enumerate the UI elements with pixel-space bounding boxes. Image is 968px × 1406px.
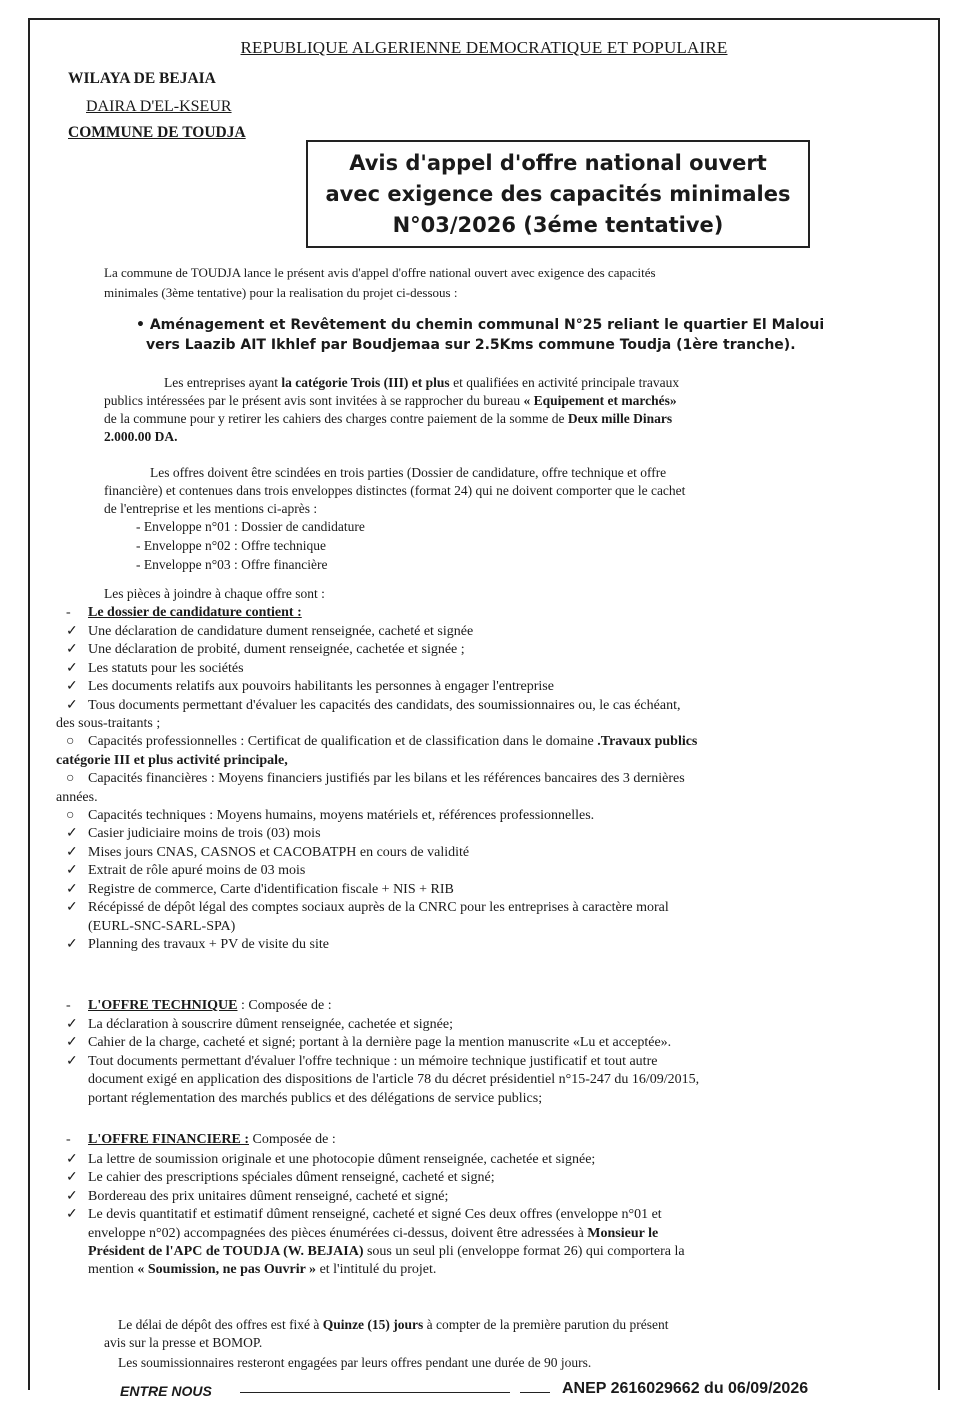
- sous-traitants-line: des sous-traitants ;: [56, 716, 161, 732]
- financiere-heading: - L'OFFRE FINANCIERE : Composée de :: [66, 1132, 336, 1147]
- check-icon: ✓: [66, 1017, 78, 1032]
- commune-label: COMMUNE DE TOUDJA: [68, 124, 246, 141]
- p2-line-4: 2.000.00 DA.: [104, 429, 178, 444]
- checklist-item: ✓ Cahier de la charge, cacheté et signé; portant à la dernière page la mention manuscrite «Lu et acceptée».: [66, 1034, 916, 1052]
- p2-line-1: Les entreprises ayant la catégorie Trois (III) et plus et qualifiées en activité principale travaux: [164, 375, 680, 390]
- checklist-item: ✓ Récépissé de dépôt légal des comptes sociaux auprès de la CNRC pour les entreprises à caractère moral: [66, 899, 916, 917]
- p3-line-2: financière) et contenues dans trois enveloppes distinctes (format 24) qui ne doivent comporter que le cachet: [104, 483, 686, 498]
- intro-line-2: minimales (3ème tentative) pour la realisation du projet ci-dessous :: [104, 285, 458, 300]
- footer-entre-nous: ENTRE NOUS: [120, 1383, 212, 1399]
- check-icon: ✓: [66, 844, 78, 860]
- checklist-item: ✓ Les documents relatifs aux pouvoirs habilitants les personnes à engager l'entreprise: [66, 678, 916, 696]
- delai-line-3: Les soumissionnaires resteront engagées par leurs offres pendant une durée de 90 jours.: [118, 1355, 592, 1370]
- delai-line-2: avis sur la presse et BOMOP.: [104, 1335, 263, 1350]
- dossier-items: [56, 623, 916, 954]
- check-icon: ✓: [66, 1207, 78, 1223]
- check-icon: ✓: [66, 697, 78, 713]
- checklist-item: ✓ Une déclaration de candidature dument renseignée, cacheté et signée: [66, 623, 916, 641]
- check-icon: ✓: [66, 1152, 78, 1167]
- checklist-item: ✓ Une déclaration de probité, dument renseignée, cachetée et signée ;: [66, 641, 916, 659]
- enveloppe-3: - Enveloppe n°03 : Offre financière: [136, 557, 328, 572]
- checklist-item: ✓ La déclaration à souscrire dûment renseignée, cachetée et signée;: [66, 1016, 916, 1034]
- eurl-line: (EURL-SNC-SARL-SPA): [88, 918, 236, 934]
- financiere-items: [66, 1151, 916, 1280]
- financiere-cont-3: mention « Soumission, ne pas Ouvrir » et l'intitulé du projet.: [88, 1262, 437, 1278]
- pieces-intro: Les pièces à joindre à chaque offre sont :: [104, 586, 325, 601]
- footer-anep-reference: ANEP 2616029662 du 06/09/2026: [562, 1380, 809, 1397]
- check-icon: ✓: [66, 863, 78, 879]
- check-icon: ✓: [66, 900, 78, 916]
- check-icon: ✓: [66, 1170, 78, 1186]
- check-icon: ✓: [66, 1053, 78, 1069]
- check-icon: ✓: [66, 1188, 78, 1204]
- technique-heading: - L'OFFRE TECHNIQUE : Composée de :: [66, 998, 332, 1013]
- title-box: [306, 140, 810, 248]
- republic-heading: REPUBLIQUE ALGERIENNE DEMOCRATIQUE ET POPULAIRE: [240, 38, 728, 57]
- circle-bullet-icon: ○: [66, 771, 75, 787]
- projet-line-2: vers Laazib AIT Ikhlef par Boudjemaa sur 2.5Kms commune Toudja (1ère tranche).: [146, 337, 796, 353]
- check-icon: ✓: [66, 679, 78, 695]
- daira-label: DAIRA D'EL-KSEUR: [86, 98, 232, 115]
- p2-line-2: publics intéressées par le présent avis sont invitées à se rapprocher du bureau « Equipement et marchés»: [104, 393, 677, 408]
- enveloppe-1: - Enveloppe n°01 : Dossier de candidature: [136, 519, 365, 534]
- check-icon: ✓: [66, 1035, 78, 1051]
- wilaya-label: WILAYA DE BEJAIA: [68, 70, 216, 87]
- checklist-item: ✓ Tout documents permettant d'évaluer l'offre technique : un mémoire technique justificatif et tout autre: [66, 1053, 916, 1071]
- cap-pro-cont: catégorie III et plus activité principale,: [56, 752, 288, 768]
- checklist-item: ✓ Tous documents permettant d'évaluer les capacités des candidats, des soumissionnaires ou, le cas échéant,: [66, 697, 916, 715]
- enveloppe-2: - Enveloppe n°02 : Offre technique: [136, 538, 326, 553]
- p2-line-3: de la commune pour y retirer les cahiers des charges contre paiement de la somme de Deux mille Dinars: [104, 411, 673, 426]
- financiere-cont-2: Président de l'APC de TOUDJA (W. BEJAIA) sous un seul pli (enveloppe format 26) qui comportera la: [88, 1244, 685, 1260]
- check-icon: ✓: [66, 826, 78, 842]
- check-icon: ✓: [66, 642, 78, 658]
- check-icon: ✓: [66, 936, 78, 952]
- check-icon: ✓: [66, 624, 78, 639]
- p3-line-1: Les offres doivent être scindées en trois parties (Dossier de candidature, offre technique et offre: [150, 465, 667, 480]
- check-icon: ✓: [66, 660, 78, 676]
- cap-tech-line: ○ Capacités techniques : Moyens humains, moyens matériels et, références professionnelles.: [66, 807, 916, 825]
- checklist-item: ✓ Le devis quantitatif et estimatif dûment renseigné, cacheté et signé Ces deux offres (enveloppe n°01 et: [66, 1206, 916, 1224]
- title-line-3: N°03/2026 (3éme tentative): [392, 213, 724, 237]
- technique-cont-1: document exigé en application des dispositions de l'article 78 du décret présidentiel n°15-247 du 16/09/2015,: [88, 1072, 700, 1088]
- annees-line: années.: [56, 789, 98, 805]
- title-line-2: avec exigence des capacités minimales: [325, 182, 791, 206]
- checklist-item: ✓ Planning des travaux + PV de visite du site: [66, 936, 916, 954]
- checklist-item: ✓ Casier judiciaire moins de trois (03) mois: [66, 825, 916, 843]
- checklist-item: ✓ La lettre de soumission originale et une photocopie dûment renseignée, cachetée et signée;: [66, 1151, 916, 1169]
- footer-divider: [520, 1392, 550, 1393]
- checklist-item: ✓ Mises jours CNAS, CASNOS et CACOBATPH en cours de validité: [66, 844, 916, 862]
- checklist-item: ✓ Bordereau des prix unitaires dûment renseigné, cacheté et signé;: [66, 1188, 916, 1206]
- checklist-item: ✓ Registre de commerce, Carte d'identification fiscale + NIS + RIB: [66, 881, 916, 899]
- cap-fin-line: ○ Capacités financières : Moyens financiers justifiés par les bilans et les références bancaires des 3 dernières: [66, 770, 916, 788]
- technique-items: [66, 1016, 916, 1108]
- cap-pro-line: ○ Capacités professionnelles : Certificat de qualification et de classification dans le domaine .Travaux publics: [66, 733, 916, 751]
- projet-line-1: • Aménagement et Revêtement du chemin communal N°25 reliant le quartier El Maloui: [136, 317, 825, 333]
- circle-bullet-icon: ○: [66, 808, 75, 824]
- delai-line-1: Le délai de dépôt des offres est fixé à Quinze (15) jours à compter de la première parution du présent: [118, 1317, 669, 1332]
- check-icon: ✓: [66, 881, 78, 897]
- technique-cont-2: portant réglementation des marchés publics et des délégations de service publics;: [88, 1090, 543, 1106]
- title-line-1: Avis d'appel d'offre national ouvert: [349, 151, 767, 175]
- circle-bullet-icon: ○: [66, 734, 75, 750]
- footer-divider: [240, 1392, 510, 1393]
- checklist-item: ✓ Le cahier des prescriptions spéciales dûment renseigné, cacheté et signé;: [66, 1169, 916, 1187]
- checklist-item: ✓ Extrait de rôle apuré moins de 03 mois: [66, 862, 916, 880]
- intro-line-1: La commune de TOUDJA lance le présent avis d'appel d'offre national ouvert avec exigence des capacités: [104, 265, 656, 280]
- checklist-item: ✓ Les statuts pour les sociétés: [66, 660, 916, 678]
- financiere-cont-1: enveloppe n°02) accompagnées des pièces énumérées ci-dessus, doivent être adressées à Monsieur le: [88, 1225, 659, 1241]
- p3-line-3: de l'entreprise et les mentions ci-après :: [104, 501, 318, 516]
- dossier-heading: - Le dossier de candidature contient :: [66, 605, 302, 620]
